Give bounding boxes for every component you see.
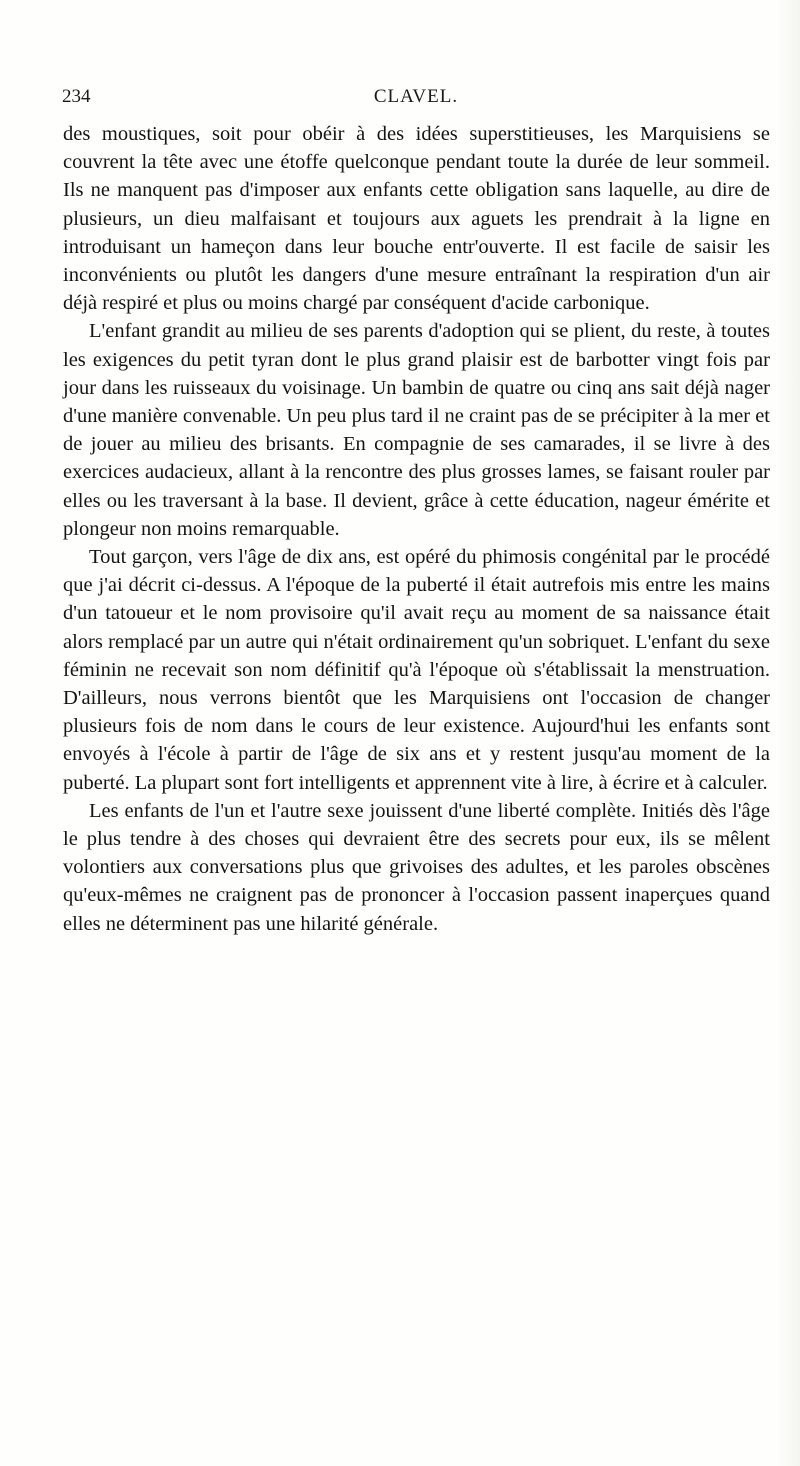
running-header	[62, 86, 770, 116]
body-text	[63, 120, 770, 938]
paragraph: Tout garçon, vers l'âge de dix ans, est opéré du phimosis congénital par le procédé que j'ai décrit ci-dessus. A l'époque de la puberté il était autrefois mis entre les mains d'un tatoueur et le nom provisoire qu'il avait reçu au moment de sa naissance était alors remplacé par un autre qui n'était ordinairement qu'un sobriquet. L'enfant du sexe féminin ne recevait son nom définitif qu'à l'époque où s'établissait la menstruation. D'ailleurs, nous verrons bientôt que les Marquisiens ont l'occasion de changer plusieurs fois de nom dans le cours de leur existence. Aujourd'hui les enfants sont envoyés à l'école à partir de l'âge de six ans et y restent jusqu'au moment de la puberté. La plupart sont fort intelligents et apprennent vite à lire, à écrire et à calculer.	[63, 546, 770, 794]
paragraph: Les enfants de l'un et l'autre sexe jouissent d'une liberté complète. Initiés dès l'âge le plus tendre à des choses qui devraient être des secrets pour eux, ils se mêlent volontiers aux conversations plus que grivoises des adultes, et les paroles obscènes qu'eux-mêmes ne craignent pas de prononcer à l'occasion passent inaperçues quand elles ne déterminent pas une hilarité générale.	[63, 799, 770, 935]
paragraph-continued: des moustiques, soit pour obéir à des idées superstitieuses, les Marquisiens se couvrent la tête avec une étoffe quelconque pendant toute la durée de leur sommeil. Ils ne manquent pas d'imposer aux enfants cette obligation sans laquelle, au dire de plusieurs, un dieu malfaisant et toujours aux aguets les prendrait à la ligne en introduisant un hameçon dans leur bouche entr'ouverte. Il est facile de saisir les inconvénients ou plutôt les dangers d'une mesure entraînant la respiration d'un air déjà respiré et plus ou moins chargé par conséquent d'acide carbonique.	[63, 123, 770, 315]
running-title: CLAVEL.	[373, 86, 459, 107]
page-number: 234	[62, 86, 91, 107]
page-gutter-shadow	[776, 0, 800, 1466]
paragraph: L'enfant grandit au milieu de ses parents d'adoption qui se plient, du reste, à toutes les exigences du petit tyran dont le plus grand plaisir est de barbotter vingt fois par jour dans les ruisseaux du voisinage. Un bambin de quatre ou cinq ans sait déjà nager d'une manière convenable. Un peu plus tard il ne craint pas de se précipiter à la mer et de jouer au milieu des brisants. En compagnie de ses camarades, il se livre à des exercices audacieux, allant à la rencontre des plus grosses lames, se faisant rouler par elles ou les traversant à la base. Il devient, grâce à cette éducation, nageur émérite et plongeur non moins remarquable.	[63, 320, 770, 540]
